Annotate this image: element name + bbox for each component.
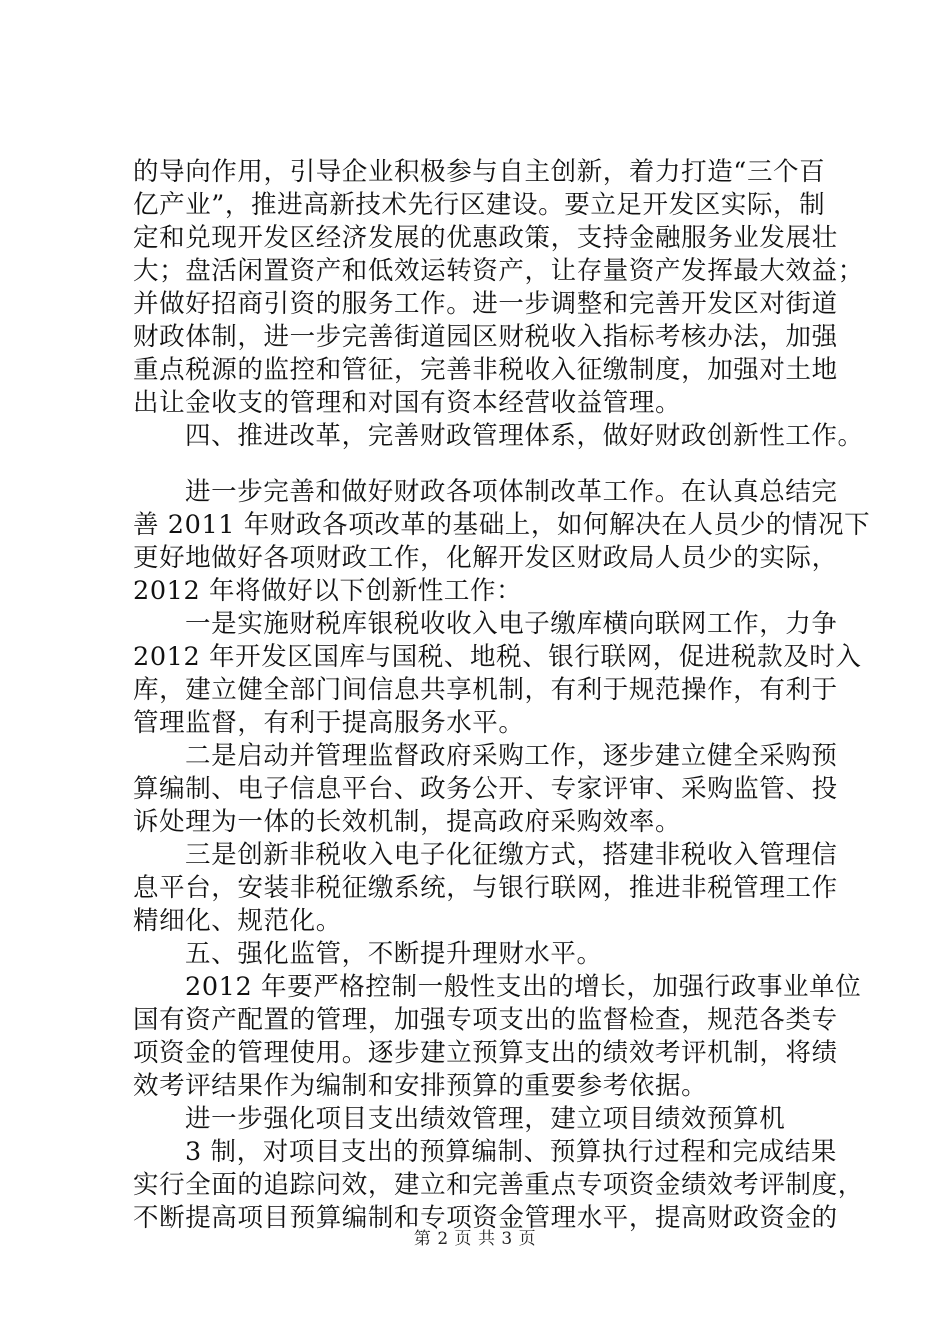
text-line: 算编制、电子信息平台、政务公开、专家评审、采购监管、投 [133,774,838,804]
text-line: 库，建立健全部门间信息共享机制，有利于规范操作，有利于 [133,675,838,705]
text-line: 2012 年要严格控制一般性支出的增长，加强行政事业单位 [185,972,862,1002]
text-line: 更好地做好各项财政工作，化解开发区财政局人员少的实际， [133,543,838,573]
text-line: 3 制，对项目支出的预算编制、预算执行过程和完成结果 [185,1137,837,1167]
text-line: 实行全面的追踪问效，建立和完善重点专项资金绩效考评制度， [133,1170,864,1200]
text-line: 亿产业”，推进高新技术先行区建设。要立足开发区实际，制 [133,190,826,220]
text-line: 一是实施财税库银税收收入电子缴库横向联网工作，力争 [185,609,838,639]
text-line: 效考评结果作为编制和安排预算的重要参考依据。 [133,1071,708,1101]
text-line: 定和兑现开发区经济发展的优惠政策，支持金融服务业发展壮 [133,223,838,253]
text-line: 财政体制，进一步完善街道园区财税收入指标考核办法，加强 [133,322,838,352]
section-heading: 五、强化监管，不断提升理财水平。 [185,939,603,969]
text-line: 2012 年将做好以下创新性工作： [133,576,523,606]
text-line: 2012 年开发区国库与国税、地税、银行联网，促进税款及时入 [133,642,862,672]
text-line: 出让金收支的管理和对国有资本经营收益管理。 [133,388,682,418]
text-line: 的导向作用，引导企业积极参与自主创新，着力打造“三个百 [133,157,826,187]
text-line: 并做好招商引资的服务工作。进一步调整和完善开发区对街道 [133,289,838,319]
text-line: 大；盘活闲置资产和低效运转资产，让存量资产发挥最大效益； [133,256,864,286]
text-line: 善 2011 年财政各项改革的基础上，如何解决在人员少的情况下 [133,510,871,540]
text-line: 重点税源的监控和管征，完善非税收入征缴制度，加强对土地 [133,355,838,385]
text-line: 息平台，安装非税征缴系统，与银行联网，推进非税管理工作 [133,873,838,903]
text-line: 进一步完善和做好财政各项体制改革工作。在认真总结完 [185,477,838,507]
section-heading: 四、推进改革，完善财政管理体系，做好财政创新性工作。 [185,421,864,451]
text-line: 不断提高项目预算编制和专项资金管理水平，提高财政资金的 [133,1203,838,1233]
text-line: 诉处理为一体的长效机制，提高政府采购效率。 [133,807,682,837]
text-line: 二是启动并管理监督政府采购工作，逐步建立健全采购预 [185,741,838,771]
page-footer: 第 2 页 共 3 页 [413,1229,537,1249]
text-line: 管理监督，有利于提高服务水平。 [133,708,525,738]
text-line: 进一步强化项目支出绩效管理，建立项目绩效预算机 [185,1104,786,1134]
text-line: 三是创新非税收入电子化征缴方式，搭建非税收入管理信 [185,840,838,870]
text-line: 项资金的管理使用。逐步建立预算支出的绩效考评机制，将绩 [133,1038,838,1068]
text-line: 国有资产配置的管理，加强专项支出的监督检查，规范各类专 [133,1005,838,1035]
document-body [133,156,871,1235]
text-line: 精细化、规范化。 [133,906,342,936]
